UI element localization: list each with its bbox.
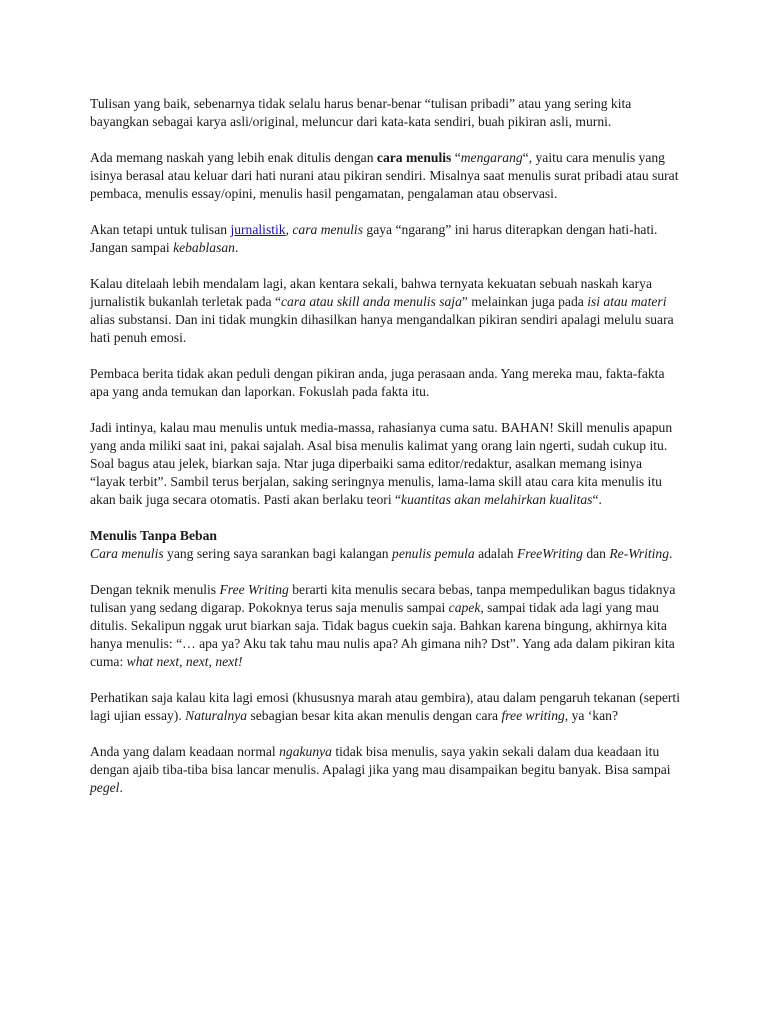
text-run: Kalau ditelaah lebih mendalam lagi, akan kentara sekali, bahwa ternyata kekuatan sebuah naskah karya jurnalistik bukanlah terletak pada “ bbox=[90, 276, 653, 309]
text-run: gaya “ngarang” ini harus diterapkan dengan hati-hati. Jangan sampai bbox=[90, 222, 658, 255]
section-paragraph bbox=[90, 527, 680, 563]
text-run: Ada memang naskah yang lebih enak ditulis dengan bbox=[90, 150, 377, 165]
text-run: adalah bbox=[474, 546, 517, 561]
text-run: ” melainkan juga pada bbox=[461, 294, 588, 309]
text-run: Akan tetapi untuk tulisan bbox=[90, 222, 231, 237]
text-run: Anda yang dalam keadaan normal bbox=[90, 744, 280, 759]
italic-text: Cara menulis bbox=[90, 546, 164, 561]
text-run: sebagian besar kita akan menulis dengan cara bbox=[247, 708, 502, 723]
body-paragraph bbox=[90, 689, 680, 725]
text-run: berarti kita menulis secara bebas, tanpa mempedulikan bagus tidaknya tulisan yang sedang digarap. Pokoknya terus saja menulis sampai bbox=[90, 582, 676, 615]
italic-text: capek bbox=[448, 600, 481, 615]
text-run: yang sering saya sarankan bagi kalangan bbox=[163, 546, 393, 561]
text-run: “ bbox=[451, 150, 461, 165]
text-run: dan bbox=[582, 546, 610, 561]
body-paragraph bbox=[90, 221, 680, 257]
italic-text: pegel bbox=[90, 780, 120, 795]
text-run: . bbox=[234, 240, 239, 255]
italic-text: Naturalnya bbox=[185, 708, 248, 723]
text-run: . bbox=[119, 780, 123, 795]
italic-text: Re-Writing bbox=[609, 546, 670, 561]
body-paragraph bbox=[90, 95, 680, 131]
body-paragraph bbox=[90, 365, 680, 401]
italic-text: kuantitas akan melahirkan kualitas bbox=[401, 492, 593, 507]
text-run: alias substansi. Dan ini tidak mungkin dihasilkan hanya mengandalkan pikiran sendiri apalagi melulu suara hati penuh emosi. bbox=[90, 312, 674, 345]
text-run: “. bbox=[592, 492, 602, 507]
italic-text: cara atau skill anda menulis saja bbox=[281, 294, 462, 309]
article-body bbox=[90, 95, 680, 815]
body-paragraph bbox=[90, 419, 680, 509]
text-run: “, yaitu cara menulis yang isinya berasal atau keluar dari hati nurani atau pikiran sendiri. Misalnya saat menulis surat pribadi atau surat pembaca, menulis essay/opini, menulis hasil pengamatan, pengalaman atau observasi. bbox=[90, 150, 679, 201]
italic-text: what next, next, next! bbox=[126, 654, 243, 669]
text-run: Perhatikan saja kalau kita lagi emosi (khususnya marah atau gembira), atau dalam pengaruh tekanan (seperti lagi ujian essay). bbox=[90, 690, 680, 723]
italic-text: ngakunya bbox=[279, 744, 332, 759]
text-run: , bbox=[285, 222, 293, 237]
body-paragraph bbox=[90, 743, 680, 797]
body-paragraph bbox=[90, 149, 680, 203]
body-paragraph bbox=[90, 581, 680, 671]
text-run: Jadi intinya, kalau mau menulis untuk media-massa, rahasianya cuma satu. BAHAN! Skill menulis apapun yang anda miliki saat ini, pakai sajalah. Asal bisa menulis kalimat yang orang lain ngerti, sudah cukup itu. Soal bagus atau jelek, biarkan saja. Ntar juga diperbaiki sama editor/redaktur, asalkan memang isinya “layak terbit”. Sambil terus berjalan, saking seringnya menulis, lama-lama skill atau cara kita menulis itu akan baik juga secara otomatis. Pasti akan berlaku teori “ bbox=[90, 420, 673, 507]
text-run: Dengan teknik menulis bbox=[90, 582, 220, 597]
bold-text: cara menulis bbox=[376, 150, 452, 165]
text-run: , ya ‘kan? bbox=[564, 708, 619, 723]
italic-text: kebablasan bbox=[173, 240, 235, 255]
text-run: tidak bisa menulis, saya yakin sekali dalam dua keadaan itu dengan ajaib tiba-tiba bisa lancar menulis. Apalagi jika yang mau disampaikan begitu banyak. Bisa sampai bbox=[90, 744, 671, 777]
jurnalistik-link[interactable]: jurnalistik bbox=[230, 222, 286, 237]
italic-text: penulis pemula bbox=[392, 546, 475, 561]
body-paragraph bbox=[90, 275, 680, 347]
italic-text: mengarang bbox=[460, 150, 523, 165]
text-run: , sampai tidak ada lagi yang mau ditulis. Sekalipun nggak urut biarkan saja. Tidak bagus cuekin saja. Bahkan karena bingung, akhirnya kita hanya menulis: “… apa ya? Aku tak tahu mau nulis apa? Ah gimana nih? Dst”. Yang ada dalam pikiran kita cuma: bbox=[90, 600, 675, 669]
italic-text: FreeWriting bbox=[516, 546, 583, 561]
italic-text: isi atau materi bbox=[587, 294, 667, 309]
text-run: Pembaca berita tidak akan peduli dengan pikiran anda, juga perasaan anda. Yang mereka mau, fakta-fakta apa yang anda temukan dan laporkan. Fokuslah pada fakta itu. bbox=[90, 366, 665, 399]
text-run: . bbox=[669, 546, 673, 561]
italic-text: Free Writing bbox=[219, 582, 289, 597]
section-heading: Menulis Tanpa Beban bbox=[90, 528, 217, 543]
text-run: Tulisan yang baik, sebenarnya tidak selalu harus benar-benar “tulisan pribadi” atau yang sering kita bayangkan sebagai karya asli/original, meluncur dari kata-kata sendiri, buah pikiran asli, murni. bbox=[90, 96, 632, 129]
italic-text: free writing bbox=[501, 708, 565, 723]
italic-text: cara menulis bbox=[292, 222, 363, 237]
